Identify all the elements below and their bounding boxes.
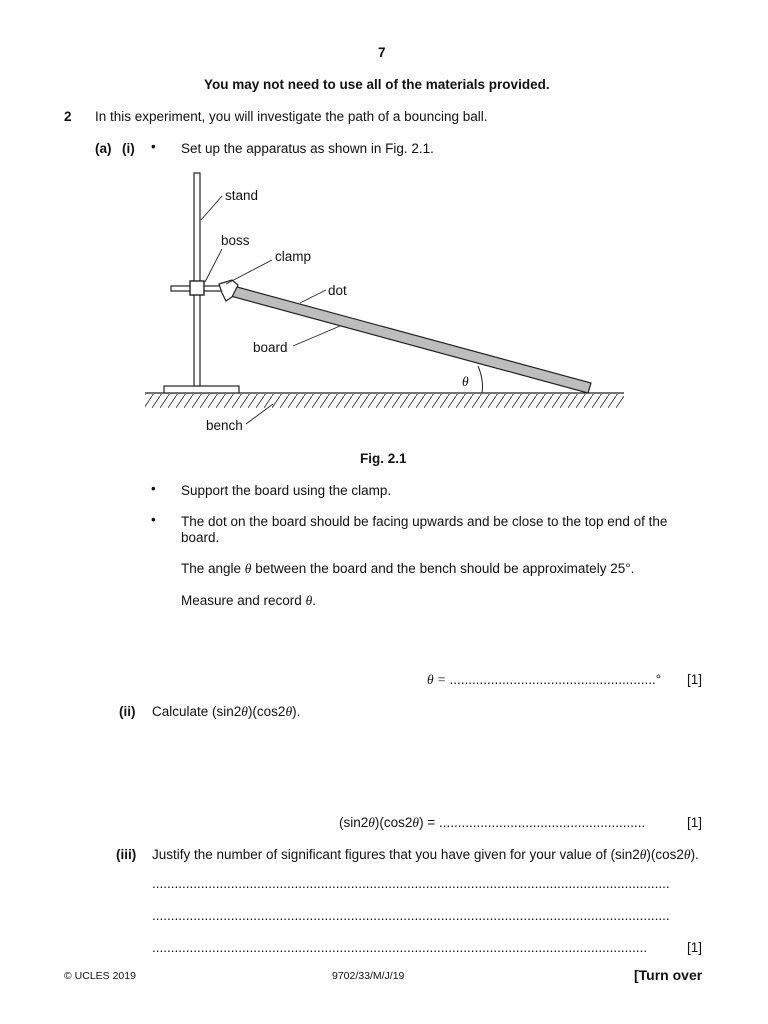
label-clamp: clamp bbox=[275, 249, 312, 264]
question-number: 2 bbox=[64, 109, 72, 124]
label-board: board bbox=[253, 340, 288, 355]
stand-rod bbox=[194, 173, 200, 386]
board bbox=[223, 284, 591, 393]
ii-answer-line[interactable]: (sin2θ)(cos2θ) = ....................................................... bbox=[339, 815, 646, 830]
figure-apparatus bbox=[0, 0, 768, 460]
label-boss: boss bbox=[221, 233, 250, 248]
page-number: 7 bbox=[378, 45, 386, 60]
footer-turn-over: [Turn over bbox=[634, 967, 703, 983]
mark-label: [1] bbox=[687, 815, 703, 830]
label-dot: dot bbox=[328, 283, 347, 298]
theta-answer-line[interactable]: θ = .......................................................° bbox=[427, 672, 662, 687]
bench-hatch bbox=[145, 394, 624, 408]
answer-line-1[interactable]: .......................................................................................................................................... bbox=[152, 876, 670, 891]
sub-i-label: (i) bbox=[122, 141, 135, 156]
sub-ii-label: (ii) bbox=[119, 704, 136, 719]
stand-base bbox=[164, 386, 239, 393]
instruction: You may not need to use all of the materials provided. bbox=[204, 77, 550, 92]
ii-text: Calculate (sin2θ)(cos2θ). bbox=[152, 704, 301, 719]
question-intro: In this experiment, you will investigate the path of a bouncing ball. bbox=[95, 109, 488, 124]
boss-block bbox=[190, 281, 204, 295]
bullet-icon: • bbox=[151, 481, 156, 496]
footer-copyright: © UCLES 2019 bbox=[64, 970, 136, 982]
label-theta: θ bbox=[462, 374, 469, 389]
sub-iii-label: (iii) bbox=[116, 847, 137, 862]
angle-arc bbox=[478, 366, 483, 393]
footer-code: 9702/33/M/J/19 bbox=[332, 970, 405, 982]
answer-line-3[interactable]: .................................................................................................................................... bbox=[152, 940, 648, 955]
measure-instruction: Measure and record θ. bbox=[181, 593, 316, 608]
bullet-icon: • bbox=[151, 512, 156, 527]
mark-label: [1] bbox=[687, 672, 703, 687]
bullet1-text: Set up the apparatus as shown in Fig. 2.1. bbox=[181, 141, 434, 156]
bullet-icon: • bbox=[151, 139, 156, 154]
label-stand: stand bbox=[225, 188, 259, 203]
iii-text: Justify the number of significant figures that you have given for your value of (sin2θ)(cos2θ). bbox=[152, 847, 699, 862]
part-a-label: (a) bbox=[95, 141, 112, 156]
bullet3-text: The dot on the board should be facing upwards and be close to the top end of the board. bbox=[181, 514, 668, 545]
answer-line-2[interactable]: .......................................................................................................................................... bbox=[152, 908, 670, 923]
angle-note: The angle θ between the board and the bench should be approximately 25°. bbox=[181, 561, 635, 576]
bullet2-text: Support the board using the clamp. bbox=[181, 483, 392, 498]
label-bench: bench bbox=[206, 418, 243, 433]
figure-caption: Fig. 2.1 bbox=[360, 451, 407, 466]
mark-label: [1] bbox=[687, 940, 703, 955]
